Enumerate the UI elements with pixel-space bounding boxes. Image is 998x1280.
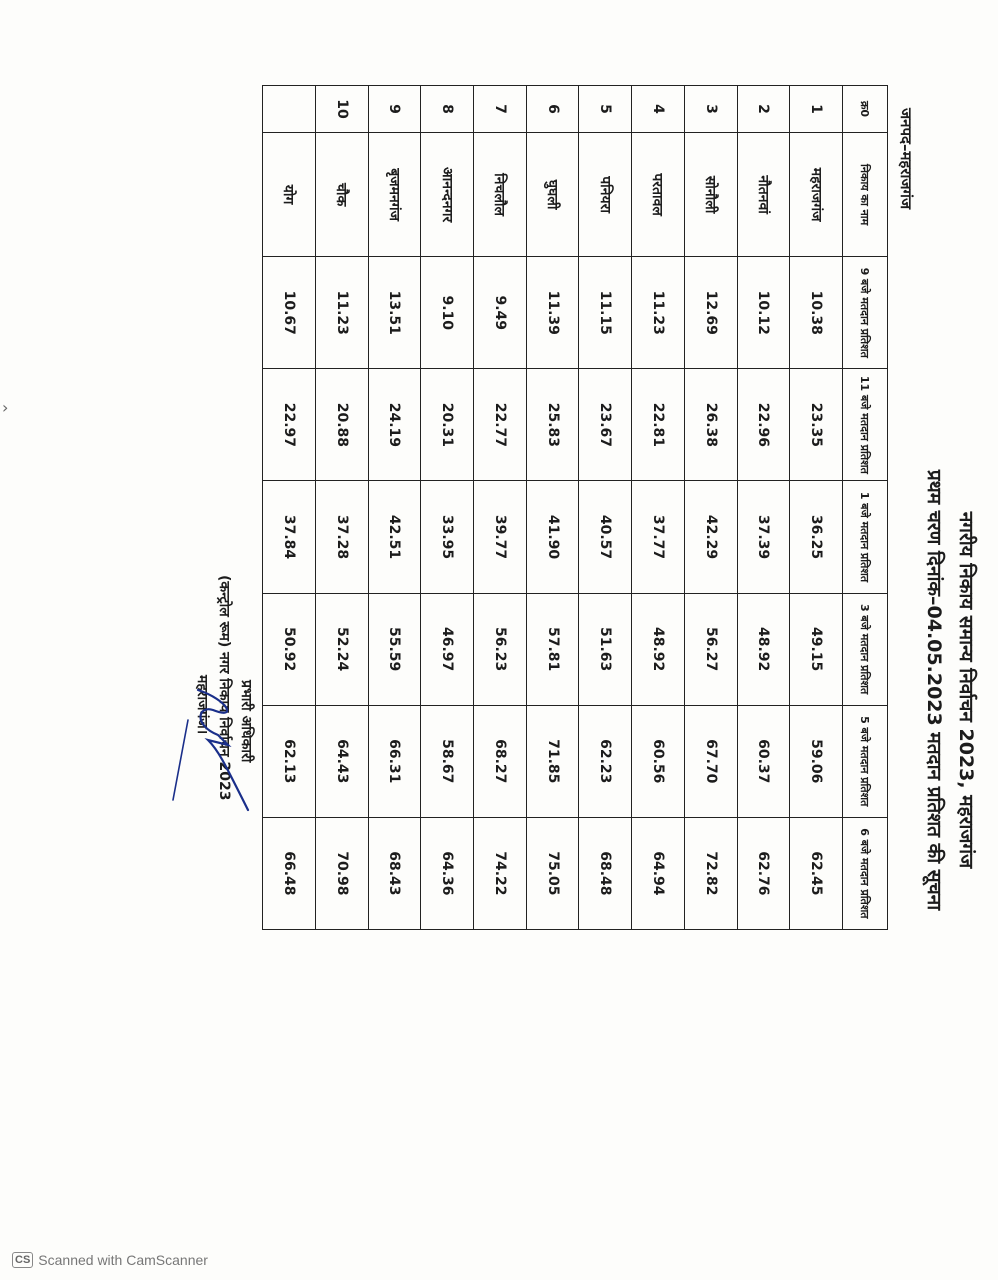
percentage-cell: 60.37: [737, 705, 790, 817]
percentage-cell: 64.43: [315, 705, 368, 817]
body-name-cell: पनियरा: [579, 133, 632, 257]
body-name-cell: परतावल: [632, 133, 685, 257]
serial-cell: 1: [790, 86, 843, 133]
total-value-cell: 66.48: [263, 817, 316, 929]
percentage-cell: 75.05: [526, 817, 579, 929]
percentage-cell: 52.24: [315, 593, 368, 705]
table-row: [737, 86, 790, 930]
percentage-cell: 66.31: [368, 705, 421, 817]
percentage-cell: 41.90: [526, 481, 579, 593]
serial-cell: 10: [315, 86, 368, 133]
percentage-cell: 59.06: [790, 705, 843, 817]
percentage-cell: 56.23: [473, 593, 526, 705]
district-label: जनपद–महराजगंज: [897, 108, 915, 210]
percentage-cell: 33.95: [421, 481, 474, 593]
percentage-cell: 11.23: [632, 257, 685, 369]
percentage-cell: 9.49: [473, 257, 526, 369]
percentage-cell: 37.77: [632, 481, 685, 593]
body-name-cell: घुघली: [526, 133, 579, 257]
percentage-cell: 23.67: [579, 369, 632, 481]
column-header: निकाय का नाम: [843, 133, 888, 257]
percentage-cell: 37.28: [315, 481, 368, 593]
turnout-table: [262, 85, 888, 930]
table-row: [790, 86, 843, 930]
body-name-cell: आनन्दनगर: [421, 133, 474, 257]
percentage-cell: 36.25: [790, 481, 843, 593]
total-value-cell: 22.97: [263, 369, 316, 481]
document-subtitle: प्रथम चरण दिनांक–04.05.2023 मतदान प्रतिशत की सूचना: [923, 469, 945, 911]
percentage-cell: 24.19: [368, 369, 421, 481]
table-row: [684, 86, 737, 930]
percentage-cell: 64.94: [632, 817, 685, 929]
handwritten-signature: [148, 650, 268, 830]
percentage-cell: 49.15: [790, 593, 843, 705]
total-value-cell: 10.67: [263, 257, 316, 369]
total-value-cell: 50.92: [263, 593, 316, 705]
serial-cell: 8: [421, 86, 474, 133]
serial-cell: 4: [632, 86, 685, 133]
total-label-cell: योग: [263, 133, 316, 257]
percentage-cell: 64.36: [421, 817, 474, 929]
percentage-cell: 13.51: [368, 257, 421, 369]
body-name-cell: बृजमनगंज: [368, 133, 421, 257]
column-header: 11 बजे मतदान प्रतिशत: [843, 369, 888, 481]
percentage-cell: 56.27: [684, 593, 737, 705]
total-value-cell: [263, 86, 316, 133]
percentage-cell: 9.10: [421, 257, 474, 369]
column-header: 9 बजे मतदान प्रतिशत: [843, 257, 888, 369]
percentage-cell: 42.51: [368, 481, 421, 593]
serial-cell: 7: [473, 86, 526, 133]
percentage-cell: 22.81: [632, 369, 685, 481]
table-row: [526, 86, 579, 930]
body-name-cell: नौतनवां: [737, 133, 790, 257]
percentage-cell: 11.23: [315, 257, 368, 369]
percentage-cell: 20.88: [315, 369, 368, 481]
percentage-cell: 10.38: [790, 257, 843, 369]
percentage-cell: 26.38: [684, 369, 737, 481]
serial-cell: 3: [684, 86, 737, 133]
percentage-cell: 68.27: [473, 705, 526, 817]
percentage-cell: 42.29: [684, 481, 737, 593]
serial-cell: 2: [737, 86, 790, 133]
column-header: 6 बजे मतदान प्रतिशत: [843, 817, 888, 929]
total-value-cell: 37.84: [263, 481, 316, 593]
body-name-cell: निचलौल: [473, 133, 526, 257]
percentage-cell: 10.12: [737, 257, 790, 369]
document-title: नगरीय निकाय समान्य निर्वाचन 2023, महराजगंज: [955, 511, 977, 869]
table-row: [421, 86, 474, 930]
percentage-cell: 60.56: [632, 705, 685, 817]
serial-cell: 6: [526, 86, 579, 133]
column-header: 5 बजे मतदान प्रतिशत: [843, 705, 888, 817]
camscanner-logo-icon: CS: [12, 1252, 33, 1268]
percentage-cell: 37.39: [737, 481, 790, 593]
percentage-cell: 46.97: [421, 593, 474, 705]
percentage-cell: 48.92: [632, 593, 685, 705]
signatory-title: प्रभारी अधिकारी: [238, 680, 254, 763]
percentage-cell: 22.77: [473, 369, 526, 481]
percentage-cell: 67.70: [684, 705, 737, 817]
table-header-row: [843, 86, 888, 930]
table-row: [632, 86, 685, 930]
body-name-cell: महराजगंज: [790, 133, 843, 257]
scan-artifact-mark: ›: [2, 398, 9, 417]
percentage-cell: 55.59: [368, 593, 421, 705]
percentage-cell: 57.81: [526, 593, 579, 705]
percentage-cell: 48.92: [737, 593, 790, 705]
percentage-cell: 58.67: [421, 705, 474, 817]
total-row: [263, 86, 316, 930]
percentage-cell: 12.69: [684, 257, 737, 369]
serial-cell: 5: [579, 86, 632, 133]
table-row: [368, 86, 421, 930]
body-name-cell: सोनौली: [684, 133, 737, 257]
percentage-cell: 39.77: [473, 481, 526, 593]
percentage-cell: 40.57: [579, 481, 632, 593]
percentage-cell: 20.31: [421, 369, 474, 481]
percentage-cell: 62.45: [790, 817, 843, 929]
percentage-cell: 51.63: [579, 593, 632, 705]
percentage-cell: 62.23: [579, 705, 632, 817]
percentage-cell: 22.96: [737, 369, 790, 481]
signatory-place: महराजगंज।: [194, 675, 210, 735]
table-row: [473, 86, 526, 930]
percentage-cell: 72.82: [684, 817, 737, 929]
percentage-cell: 71.85: [526, 705, 579, 817]
percentage-cell: 62.76: [737, 817, 790, 929]
table-row: [315, 86, 368, 930]
serial-cell: 9: [368, 86, 421, 133]
camscanner-watermark: [12, 1252, 208, 1268]
column-header: 3 बजे मतदान प्रतिशत: [843, 593, 888, 705]
percentage-cell: 70.98: [315, 817, 368, 929]
table-row: [579, 86, 632, 930]
signatory-office: (कन्ट्रोल रूम) नगर निकाय निर्वाचन 2023: [216, 575, 232, 801]
total-value-cell: 62.13: [263, 705, 316, 817]
percentage-cell: 23.35: [790, 369, 843, 481]
percentage-cell: 74.22: [473, 817, 526, 929]
column-header: 1 बजे मतदान प्रतिशत: [843, 481, 888, 593]
camscanner-text: Scanned with CamScanner: [38, 1252, 208, 1268]
percentage-cell: 11.15: [579, 257, 632, 369]
body-name-cell: चौक: [315, 133, 368, 257]
percentage-cell: 68.48: [579, 817, 632, 929]
percentage-cell: 11.39: [526, 257, 579, 369]
column-header: क्र0: [843, 86, 888, 133]
percentage-cell: 25.83: [526, 369, 579, 481]
percentage-cell: 68.43: [368, 817, 421, 929]
